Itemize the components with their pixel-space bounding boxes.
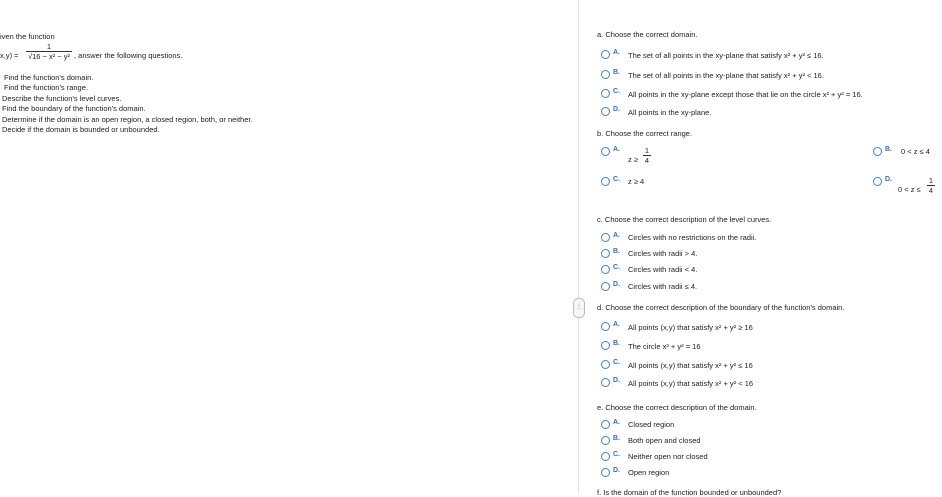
divider-drag-handle[interactable]: ⋮ — [573, 298, 585, 318]
radio-b-c[interactable] — [601, 177, 610, 186]
task-1: Find the function's domain. — [4, 73, 94, 82]
question-f-title: f. Is the domain of the function bounded or unbounded? — [597, 488, 782, 497]
panel-divider — [578, 0, 579, 494]
radio-e-c[interactable] — [601, 452, 610, 461]
function-fraction — [26, 42, 72, 61]
task-6: Decide if the domain is bounded or unbounded. — [2, 125, 160, 134]
question-d-title: d. Choose the correct description of the boundary of the function's domain. — [597, 303, 845, 312]
radio-b-d[interactable] — [873, 177, 882, 186]
radio-d-d[interactable] — [601, 378, 610, 387]
radio-a-d[interactable] — [601, 107, 610, 116]
question-e-title: e. Choose the correct description of the domain. — [597, 403, 757, 412]
function-lhs: x,y) = — [0, 51, 19, 60]
radio-a-b[interactable] — [601, 70, 610, 79]
task-3: Describe the function's level curves. — [2, 94, 122, 103]
radio-b-b[interactable] — [873, 147, 882, 156]
radio-b-a[interactable] — [601, 147, 610, 156]
radio-a-a[interactable] — [601, 50, 610, 59]
task-2: Find the function's range. — [4, 83, 88, 92]
radio-d-c[interactable] — [601, 360, 610, 369]
fraction-denominator: √16 − x² − y² — [27, 52, 71, 61]
radio-a-c[interactable] — [601, 89, 610, 98]
question-c-title: c. Choose the correct description of the level curves. — [597, 215, 772, 224]
question-b-title: b. Choose the correct range. — [597, 129, 693, 138]
task-5: Determine if the domain is an open region, a closed region, both, or neither. — [2, 115, 253, 124]
intro-text: iven the function — [0, 32, 55, 41]
radio-c-b[interactable] — [601, 249, 610, 258]
range-a-fraction: 1 4 — [644, 146, 650, 165]
radio-c-a[interactable] — [601, 233, 610, 242]
question-a-title: a. Choose the correct domain. — [597, 30, 698, 39]
radio-e-d[interactable] — [601, 468, 610, 477]
radio-c-d[interactable] — [601, 282, 610, 291]
radio-e-b[interactable] — [601, 436, 610, 445]
task-4: Find the boundary of the function's domain. — [2, 104, 146, 113]
radio-d-b[interactable] — [601, 341, 610, 350]
range-d-fraction: 1 4 — [928, 176, 934, 195]
instruction-text: , answer the following questions. — [74, 51, 183, 60]
radio-c-c[interactable] — [601, 265, 610, 274]
radio-e-a[interactable] — [601, 420, 610, 429]
radio-d-a[interactable] — [601, 322, 610, 331]
fraction-numerator: 1 — [46, 42, 52, 51]
